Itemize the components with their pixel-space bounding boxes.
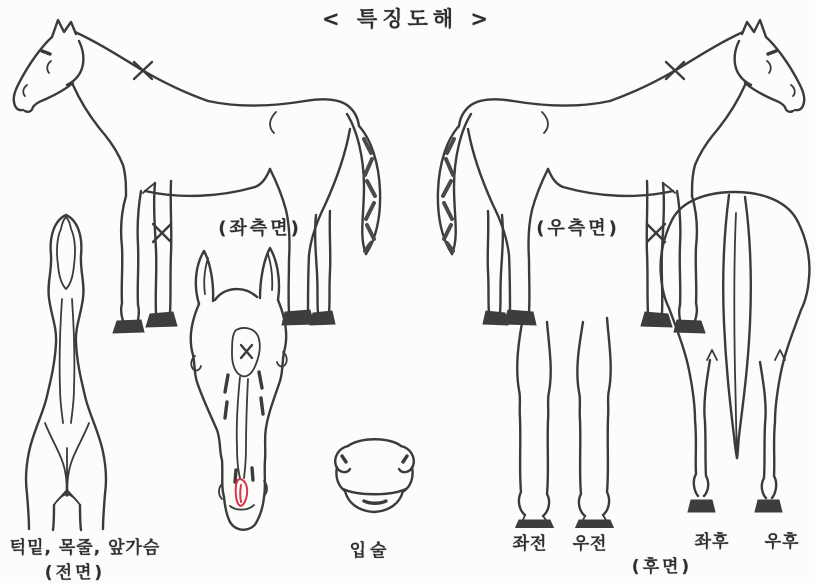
horse-rear-figure (650, 188, 815, 528)
horse-front-legs-figure (498, 298, 633, 528)
horse-front-neck-chest-figure (10, 203, 135, 533)
left-side-view-caption: (좌측면) (218, 218, 302, 239)
page-title: < 특징도해 > (322, 7, 493, 31)
front-view-caption: (전면) (44, 563, 106, 583)
front-leg-left-caption: 좌전 (512, 534, 548, 554)
rear-view-caption: (후면) (631, 557, 693, 577)
front-view-parts-caption: 턱밑, 목줄, 앞가슴 (9, 538, 161, 558)
muzzle-caption: 입술 (349, 541, 391, 561)
horse-head-front-figure (180, 242, 305, 534)
front-leg-right-caption: 우전 (572, 534, 608, 554)
horse-muzzle-figure (322, 430, 427, 520)
right-side-view-caption: (우측면) (536, 218, 620, 239)
rear-leg-right-caption: 우후 (764, 532, 800, 552)
rear-leg-left-caption: 좌후 (694, 532, 730, 552)
